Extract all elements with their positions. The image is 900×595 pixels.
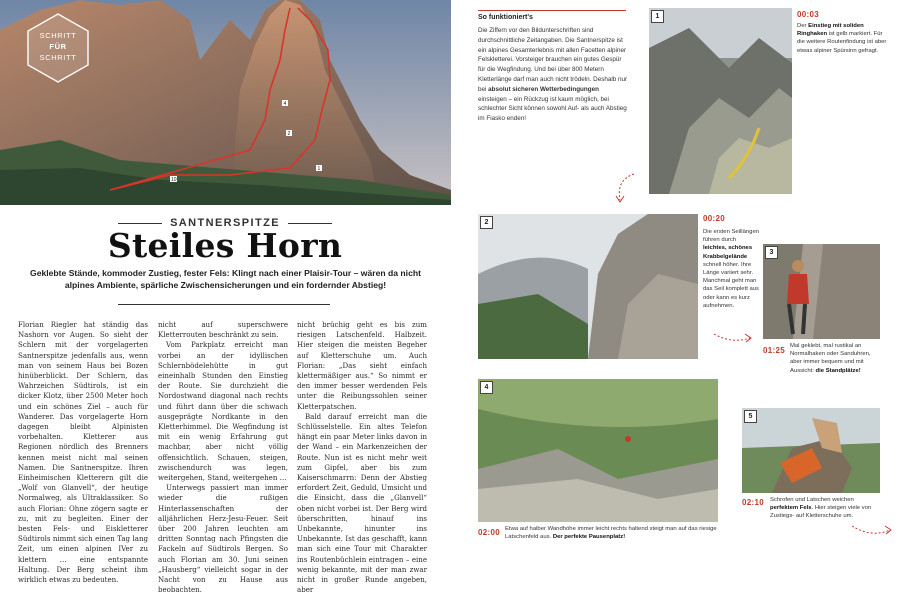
curved-arrow-icon <box>612 172 638 208</box>
step-caption <box>790 342 882 375</box>
step-time: 00:03 <box>797 10 819 19</box>
caption-text: Der <box>797 23 809 29</box>
svg-text:4: 4 <box>283 101 287 107</box>
step-photo-3 <box>763 244 880 339</box>
step-number: 1 <box>651 10 664 23</box>
step-caption <box>797 22 887 55</box>
info-box-text <box>478 26 628 124</box>
article-subtitle <box>28 267 423 291</box>
step-number: 4 <box>480 381 493 394</box>
info-text-bold: absolut sicheren Wetterbedingungen <box>488 85 599 93</box>
step-time: 02:10 <box>742 498 764 507</box>
caption-bold: Der perfekte Pausenplatz! <box>552 534 626 541</box>
schritt-fuer-schritt-logo <box>22 12 94 84</box>
caption-text: ist gelb markiert. Für die weitere Routenfindung ist aber etwas alpiner Spürsinn gefragt. <box>797 31 887 54</box>
body-paragraph: Bald darauf erreicht man die Schlüsselstelle. Ein altes Telefon hängt ein paar Meter links davon in der Wand – ein Markenzeichen der Route. Nun ist es nicht mehr weit zum Gipfel, aber bis zum Kaiserschmarrn: Denn der Abstieg erfordert Zeit, Geduld, Umsicht und die Einsicht, dass die „Glanvell“ oben nicht vorbei ist. Der Berg wird überschritten, hinauf ins Unbekannte, hinunter ins Unbekannte. Ist das geschafft, kann man sich eine Tour mit Charakter ins Routenbüchlein eintragen – eine wenig bekannte, mit der man zwar nicht in großer Runde angeben, aber <box>297 411 427 595</box>
article-title: Steiles Horn <box>107 226 343 265</box>
divider <box>118 304 330 305</box>
subtitle-text: Geklebte Stände, kommoder Zustieg, fester Fels: Klingt nach einer Plaisir-Tour – wären da nicht alpines Ambiente, spärliche Zwischensicherungen und ein fordernder Abstieg! <box>30 268 421 290</box>
caption-bold: Einstieg mit soliden Ringhaken <box>797 23 864 38</box>
logo-line-3: SCHRITT <box>39 53 77 62</box>
logo-line-1: SCHRITT <box>39 31 77 40</box>
body-column-2 <box>158 320 288 595</box>
article-kicker: SANTNERSPITZE <box>110 217 340 229</box>
caption-bold: die Standplätze! <box>815 367 861 374</box>
body-paragraph: nicht brüchig geht es bis zum riesigen Latschenfeld. Halbzeit. Hier steigen die meisten Begeher auf Kletterschuhe um. Auch Florian: „Das sieht einfach klettermäßiger aus.“ So nimmt er den immer besser werdenden Fels unter die Reibungssohlen seiner Kletterpatschen. <box>297 320 427 411</box>
step-time: 02:00 <box>478 528 500 537</box>
caption-text: Etwa auf halber Wandhöhe immer leicht rechts haltend steigt man auf das riesige Latschenfeld aus. <box>505 526 717 541</box>
body-paragraph: Vom Parkplatz erreicht man vorbei an der idyllischen Schlernbödelehütte in gut eineinhalb Stunden den Einstieg der Route. Sie durchzieht die Nordostwand diagonal nach rechts und führt dann über die schwach ausgeprägte Nordkante in den Kletterhimmel. Die Wegfindung ist mit ein wenig Erfahrung gut machbar, aber nicht völlig offensichtlich. Schauen, steigen, zwischendurch was legen, weitergehen, Stand, weitergehen … <box>158 340 288 483</box>
body-column-1 <box>18 320 148 585</box>
curved-arrow-icon <box>712 330 754 350</box>
step-caption <box>770 496 882 521</box>
step-photo-4 <box>478 379 718 522</box>
logo-line-2: FÜR <box>49 42 67 51</box>
step-number: 5 <box>744 410 757 423</box>
step-caption <box>703 228 759 310</box>
body-column-3 <box>297 320 427 595</box>
step-caption <box>505 525 719 540</box>
info-box-rule <box>478 0 626 11</box>
body-paragraph: Florian Riegler hat ständig das Nashorn vor Augen. So sieht der Schlern mit der vorgelagerten Santnerspitze jedenfalls aus, wenn man von seinem Haus bei Bozen hinüberblickt. Der Schlern, das Wahrzeichen Südtirols, ist ein dicker Klotz, über 2500 Meter hoch und ein schönes Ziel – auch für Wanderer. Das vorgelagerte Horn dagegen bleibt Alpinisten vorbehalten. Kletterer aus Regionen nördlich des Brenners kennen meist nicht mal seinen Namen. Die Santnerspitze. Ihren Einheimischen Kletterern gilt die „Wolf von Glanvell“, der heutige Normalweg, als Ultraklassiker. So auch Florian: Ohne zögern sagte er zu, mit zu begleiten. Einer der besten Fels- und Eiskletterer Südtirols nimmt sich einen Tag lang Zeit, um einen alpinen IVer zu klettern … eine entspannte Haltung. Der Berg scheint ihm wirklich etwas zu bedeuten. <box>18 320 148 585</box>
step-time: 01:25 <box>763 346 785 355</box>
body-paragraph: Unterwegs passiert man immer wieder die rußigen Hinterlassenschaften der alljährlichen Herz-Jesu-Feuer. Seit über 200 Jahren leuchten am dritten Sonntag nach Pfingsten die Fackeln auf Südtirols Bergen. So auch Florian am 30. Juni seinen „Hausberg“ vielleicht sogar in der Nacht von zu Hause aus beobachten. <box>158 483 288 595</box>
info-text-2: einsteigen – ein Rückzug ist kaum möglich, bei schlechter Sicht können sowohl Auf- als auch Abstieg im Fiasko enden! <box>478 95 627 123</box>
step-number: 2 <box>480 216 493 229</box>
step-photo-5 <box>742 408 880 493</box>
step-photo-2 <box>478 214 698 359</box>
svg-text:2: 2 <box>287 131 291 137</box>
curved-arrow-icon <box>850 522 894 542</box>
body-paragraph: nicht auf superschwere Kletterrouten beschränkt zu sein. <box>158 320 288 340</box>
caption-text: schnell höher. Ihre Länge variiert sehr. Manchmal geht man das Seil komplett aus oder kann es kurz aufnehmen. <box>703 261 759 309</box>
caption-text: Schrofen und Latschen weichen <box>770 497 854 503</box>
svg-text:10: 10 <box>171 177 177 183</box>
step-time: 00:20 <box>703 214 725 223</box>
info-box-title: So funktioniert's <box>478 14 533 21</box>
caption-bold: perfektem Fels <box>770 505 812 512</box>
caption-text: Die ersten Seillängen führen durch <box>703 229 759 244</box>
step-number: 3 <box>765 246 778 259</box>
caption-text: Mal geklebt, mal rustikal an Normalhaken oder Sanduhren, aber immer bequem und mit Aussicht: <box>790 343 871 374</box>
svg-text:1: 1 <box>317 166 321 172</box>
info-text-1: Die Ziffern vor den Bildunterschriften sind durchschnittliche Zeitangaben. Die Santnerspitze ist ein alpines Gesamterlebnis mit allen Facetten alpiner Felskletterei. Vorsteiger brauchen ein gutes Gespür für die Wegfindung. Und bei über 800 Metern Kletterlänge darf man auch nicht trödeln. Deshalb nur bei <box>478 27 628 93</box>
step-photo-1 <box>649 8 792 194</box>
caption-text: . Hier steigen viele von Zustiegs- auf Kletterschuhe um. <box>770 505 872 520</box>
caption-bold: leichtes, schönes Krabbelgelände <box>703 245 753 260</box>
